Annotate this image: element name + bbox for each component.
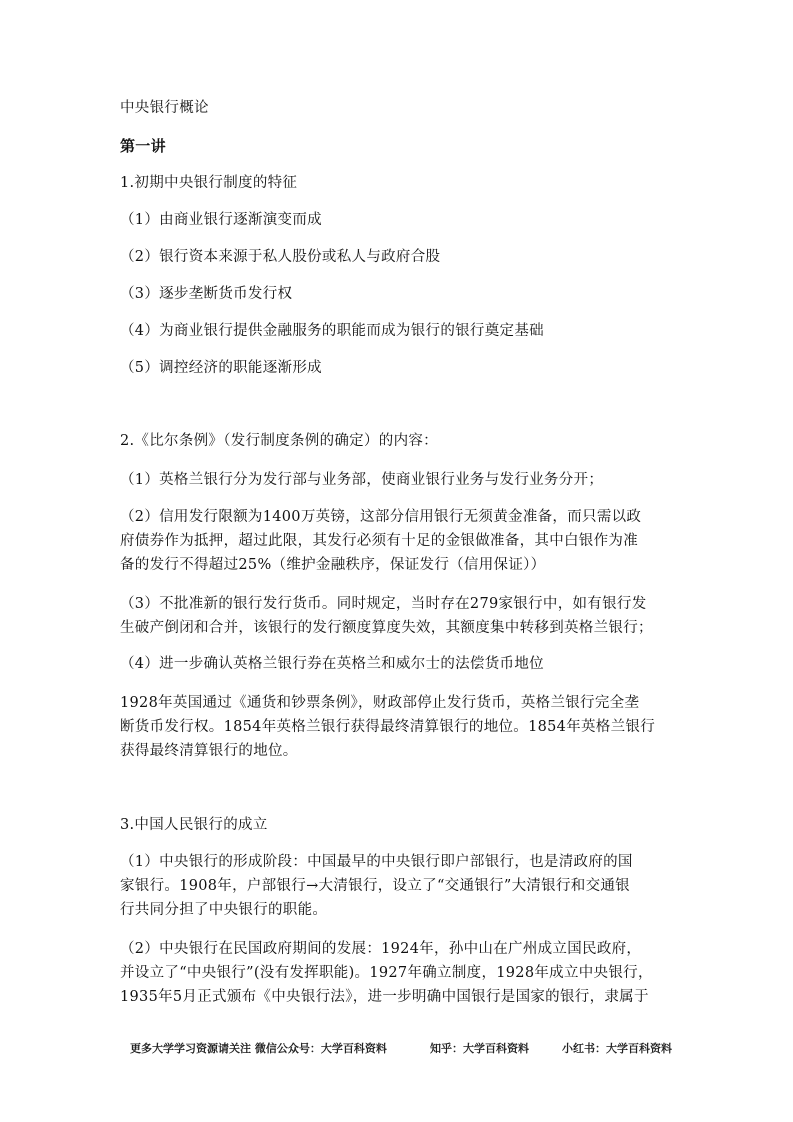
paragraph-line: 并设立了“中央银行”(没有发挥职能)。1927年确立制度，1928年成立中央银行，: [120, 965, 653, 981]
paragraph-line: （2）中央银行在民国政府期间的发展：1924年，孙中山在广州成立国民政府，: [120, 941, 642, 957]
document-title: 中央银行概论: [120, 100, 209, 116]
footer-zhihu: 知乎：大学百科资料: [430, 1042, 529, 1055]
list-item: （1）由商业银行逐渐演变而成: [120, 212, 322, 228]
paragraph-line: 备的发行不得超过25%（维护金融秩序，保证发行（信用保证））: [120, 557, 546, 573]
list-item: （5）调控经济的职能逐渐形成: [120, 360, 322, 376]
list-item: （2）银行资本来源于私人股份或私人与政府合股: [120, 249, 441, 265]
paragraph-line: 1928年英国通过《通货和钞票条例》，财政部停止发行货币，英格兰银行完全垄: [120, 695, 640, 711]
paragraph-line: （3）不批准新的银行发行货币。同时规定，当时存在279家银行中，如有银行发: [120, 596, 647, 612]
paragraph-line: 生破产倒闭和合并，该银行的发行额度算度失效，其额度集中转移到英格兰银行；: [120, 620, 653, 636]
list-item: （4）为商业银行提供金融服务的职能而成为银行的银行奠定基础: [120, 323, 544, 339]
footer-wechat: 更多大学学习资源请关注 微信公众号：大学百科资料: [130, 1042, 387, 1055]
paragraph-line: 家银行。1908年，户部银行→大清银行，设立了“交通银行”大清银行和交通银: [120, 878, 630, 894]
lecture-heading: 第一讲: [120, 137, 166, 155]
list-item: （3）逐步垄断货币发行权: [120, 286, 293, 302]
paragraph-line: （4）进一步确认英格兰银行券在英格兰和威尔士的法偿货币地位: [120, 656, 544, 672]
paragraph-line: （2）信用发行限额为1400万英镑，这部分信用银行无须黄金准备，而只需以政: [120, 509, 642, 525]
paragraph-line: 1935年5月正式颁布《中央银行法》，进一步明确中国银行是国家的银行，隶属于: [120, 989, 649, 1005]
paragraph-line: （1）英格兰银行分为发行部与业务部，使商业银行业务与发行业务分开；: [120, 472, 604, 488]
section-3-heading: 3.中国人民银行的成立: [120, 817, 268, 833]
paragraph-line: 府债券作为抵押，超过此限，其发行必须有十足的金银做准备，其中白银作为准: [120, 533, 638, 549]
footer-xiaohongshu: 小红书：大学百科资料: [562, 1042, 672, 1055]
paragraph-line: （1）中央银行的形成阶段：中国最早的中央银行即户部银行，也是清政府的国: [120, 854, 633, 870]
section-2-heading: 2.《比尔条例》（发行制度条例的确定）的内容：: [120, 433, 438, 449]
paragraph-line: 获得最终清算银行的地位。: [120, 743, 298, 759]
paragraph-line: 行共同分担了中央银行的职能。: [120, 902, 328, 918]
section-1-heading: 1.初期中央银行制度的特征: [120, 175, 298, 191]
paragraph-line: 断货币发行权。1854年英格兰银行获得最终清算银行的地位。1854年英格兰银行: [120, 719, 655, 735]
